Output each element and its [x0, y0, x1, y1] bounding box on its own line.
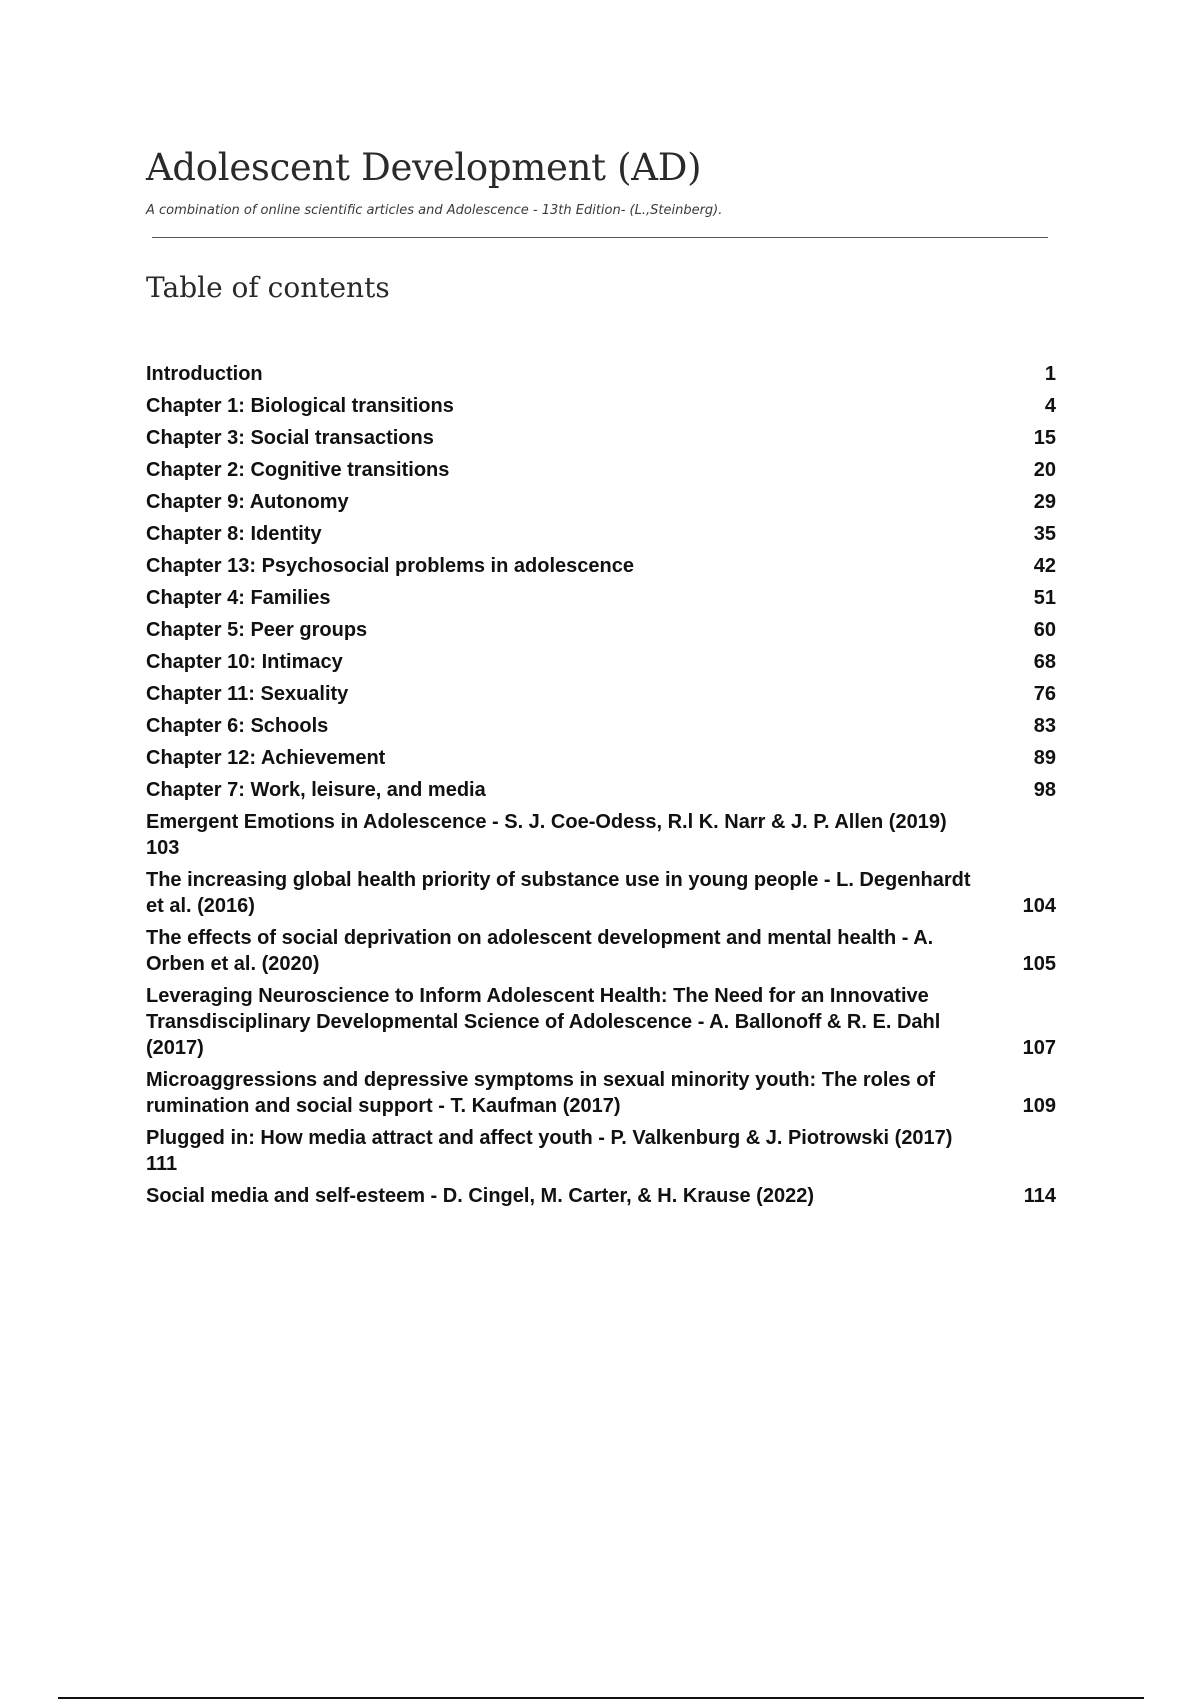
toc-entry-label: Chapter 5: Peer groups — [146, 619, 368, 641]
toc-entry-label: Chapter 6: Schools — [146, 715, 329, 737]
toc-entry-label: Chapter 13: Psychosocial problems in adolescence — [146, 555, 634, 577]
toc-entry-chapter-5[interactable] — [146, 617, 1056, 649]
toc-entry-label: Leveraging Neuroscience to Inform Adolescent Health: The Need for an Innovative Transdisciplinary Developmental Science of Adolescence - A. Ballonoff & R. E. Dahl (2017) — [146, 985, 941, 1059]
toc-entry-page: 51 — [1033, 587, 1056, 609]
toc-entry-label: Microaggressions and depressive symptoms in sexual minority youth: The roles of rumination and social support - T. Kaufman (2017) — [146, 1069, 936, 1117]
toc-entry-label: Chapter 2: Cognitive transitions — [146, 459, 450, 481]
document-title: Adolescent Development (AD) — [146, 146, 702, 189]
toc-entry-chapter-10[interactable] — [146, 649, 1056, 681]
toc-entry-label: Chapter 10: Intimacy — [146, 651, 343, 673]
toc-entry-label: The effects of social deprivation on adolescent development and mental health - A. Orben et al. (2020) — [146, 927, 934, 975]
toc-entry-page: 76 — [1033, 683, 1056, 705]
toc-entry-label: Emergent Emotions in Adolescence - S. J. Coe-Odess, R.l K. Narr & J. P. Allen (2019) — [146, 811, 947, 833]
toc-entry-chapter-3[interactable] — [146, 425, 1056, 457]
toc-entry-label: Chapter 1: Biological transitions — [146, 395, 454, 417]
toc-entry-label: Plugged in: How media attract and affect youth - P. Valkenburg & J. Piotrowski (2017) — [146, 1127, 953, 1149]
toc-entry-page: 35 — [1033, 523, 1056, 545]
toc-entry-page: 109 — [1022, 1095, 1056, 1117]
toc-entry-page: 111 — [146, 1153, 178, 1175]
toc-entry-page: 68 — [1033, 651, 1056, 673]
toc-entry-label: Chapter 3: Social transactions — [146, 427, 434, 449]
toc-entry-chapter-12[interactable] — [146, 745, 1056, 777]
toc-entry-page: 29 — [1033, 491, 1056, 513]
toc-entry-label: Chapter 11: Sexuality — [146, 683, 349, 705]
toc-entry-label: The increasing global health priority of substance use in young people - L. Degenhardt et al. (2016) — [146, 869, 971, 917]
toc-entry-article-emergent-emotions[interactable] — [146, 809, 1056, 861]
toc-entry-page: 20 — [1033, 459, 1056, 481]
toc-entry-page: 103 — [146, 837, 180, 859]
page-bottom-divider — [58, 1697, 1144, 1699]
toc-entry-page: 4 — [1044, 395, 1056, 417]
toc-entry-chapter-13[interactable] — [146, 553, 1056, 585]
toc-entry-page: 60 — [1033, 619, 1056, 641]
toc-entry-chapter-2[interactable] — [146, 457, 1056, 489]
toc-entry-label: Social media and self-esteem - D. Cingel, M. Carter, & H. Krause (2022) — [146, 1185, 814, 1207]
toc-entry-page: 104 — [1022, 895, 1056, 917]
toc-entry-chapter-1[interactable] — [146, 393, 1056, 425]
toc-entry-page: 114 — [1023, 1185, 1056, 1207]
toc-entry-article-social-deprivation[interactable] — [146, 925, 1056, 977]
toc-entry-label: Introduction — [146, 363, 263, 385]
toc-entry-article-social-media[interactable] — [146, 1183, 1056, 1215]
document-subtitle: A combination of online scientific articles and Adolescence - 13th Edition- (L.,Steinberg). — [146, 203, 723, 218]
toc-entry-label: Chapter 9: Autonomy — [146, 491, 349, 513]
toc-entry-page: 89 — [1033, 747, 1056, 769]
toc-entry-label: Chapter 4: Families — [146, 587, 331, 609]
toc-entry-page: 1 — [1044, 363, 1056, 385]
toc-entry-chapter-6[interactable] — [146, 713, 1056, 745]
toc-entry-page: 15 — [1033, 427, 1056, 449]
toc-entry-label: Chapter 8: Identity — [146, 523, 322, 545]
toc-entry-page: 83 — [1033, 715, 1056, 737]
toc-entry-article-microaggressions[interactable] — [146, 1067, 1056, 1119]
table-of-contents — [146, 361, 1056, 1215]
toc-entry-page: 105 — [1022, 953, 1056, 975]
toc-entry-chapter-11[interactable] — [146, 681, 1056, 713]
toc-entry-chapter-8[interactable] — [146, 521, 1056, 553]
toc-entry-label: Chapter 12: Achievement — [146, 747, 386, 769]
toc-entry-page: 98 — [1033, 779, 1056, 801]
toc-entry-chapter-4[interactable] — [146, 585, 1056, 617]
toc-entry-page: 107 — [1022, 1037, 1056, 1059]
toc-entry-article-neuroscience[interactable] — [146, 983, 1056, 1061]
toc-heading: Table of contents — [146, 271, 390, 304]
toc-entry-chapter-9[interactable] — [146, 489, 1056, 521]
toc-entry-label: Chapter 7: Work, leisure, and media — [146, 779, 486, 801]
title-divider — [152, 237, 1048, 238]
toc-entry-introduction[interactable] — [146, 361, 1056, 393]
toc-entry-article-plugged-in[interactable] — [146, 1125, 1056, 1177]
toc-entry-article-substance-use[interactable] — [146, 867, 1056, 919]
toc-entry-page: 42 — [1033, 555, 1056, 577]
toc-entry-chapter-7[interactable] — [146, 777, 1056, 809]
